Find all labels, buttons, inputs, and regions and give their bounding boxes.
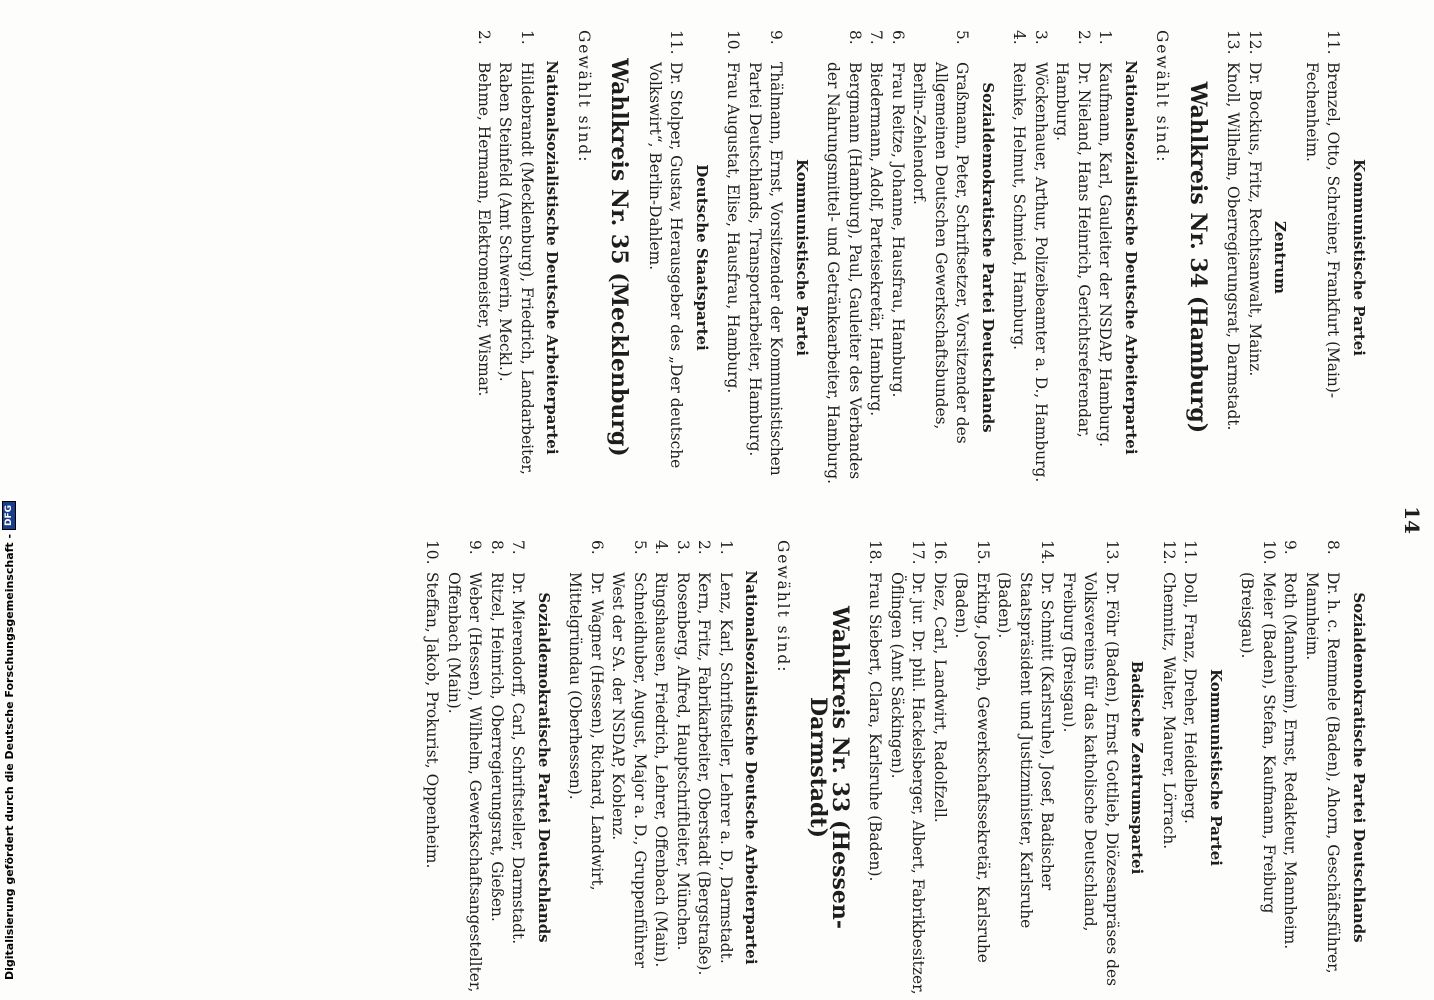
list-item (864, 540, 886, 995)
entry-text: Graßmann, Peter, Schriftsetzer, Vorsitzender des Allgemeinen Deutschen Gewerkschaftsbundes, Berlin-Zehlendorf. (910, 62, 972, 444)
party-heading: Nationalsozialistische Deutsche Arbeiterpartei (742, 570, 761, 965)
entry-number: 11. (667, 30, 686, 55)
list-item (822, 30, 865, 485)
entry-number: 8. (1324, 540, 1343, 555)
list-item (1094, 30, 1116, 485)
entry-number: 18. (866, 540, 885, 565)
list-item (672, 540, 694, 995)
entry-text: Dr. h. c. Remmele (Baden), Ahorn, Geschäftsführer, Mannheim. (1303, 572, 1343, 974)
entry-number: 17. (909, 540, 928, 565)
entry-text: Chemnitz, Walter, Maurer, Lörrach. (1160, 572, 1178, 850)
entry-number: 16. (931, 540, 949, 565)
entry-text: Doll, Franz, Dreher, Heidelberg. (1181, 572, 1200, 824)
entry-text: Frau Siebert, Clara, Karlsruhe (Baden). (866, 572, 885, 882)
list-item (1179, 540, 1201, 995)
entry-number: 4. (652, 540, 671, 555)
entry-number: 2. (695, 540, 714, 555)
entry-text: Reinke, Helmut, Schmied, Hamburg. (1010, 62, 1029, 351)
entry-text: Wöckenhauer, Arthur, Polizeibeamter a. D., Hamburg. (1032, 62, 1050, 483)
entry-text: Frau Reitze, Johanne, Hausfrau, Hamburg. (889, 62, 907, 398)
entry-number: 2. (475, 30, 493, 45)
list-item (443, 540, 486, 995)
party-heading: Deutsche Staatspartei (693, 164, 711, 351)
entry-number: 12. (1246, 30, 1264, 55)
entry-text: Schneidhuber, August, Major a. D., Gruppenführer West der SA. der NSDAP, Koblenz. (609, 572, 649, 969)
entry-text: Dr. Stolper, Gustav, Herausgeber des „Der deutsche Volkswirt“, Berlin-Dahlem. (646, 62, 686, 469)
entry-text: Behme, Hermann, Elektromeister, Wismar. (475, 62, 493, 397)
entry-number: 10. (724, 30, 743, 55)
dfg-logo: DFG (2, 501, 16, 530)
list-item (1030, 30, 1052, 485)
entry-text: Weber (Hessen), Wilhelm, Gewerkschaftsangestellter, Offenbach (Main). (445, 572, 485, 993)
side-strip (0, 0, 20, 1000)
entry-text: Erking, Joseph, Gewerkschaftssekretär, Karlsruhe (Baden). (952, 572, 992, 963)
entry-number: 14. (1038, 540, 1057, 565)
dfg-funding-note (2, 501, 16, 980)
entry-text: Dr. Föhr (Baden), Ernst Gottlieb, Diözesanpräses des Volksvereins für das katholische Deutschland, Freiburg (Breisgau). (1060, 572, 1121, 986)
list-item (1244, 30, 1266, 485)
entry-text: Dr. Wagner (Hessen), Richard, Landwirt, Mittelgründau (Oberhessen). (566, 572, 606, 891)
party-heading: Sozialdemokratische Partei Deutschlands (535, 592, 553, 943)
list-item (494, 30, 537, 485)
party-heading: Sozialdemokratische Partei Deutschlands (1350, 592, 1368, 943)
list-item (1301, 30, 1344, 485)
entry-text: Knoll, Wilhelm, Oberregierungsrat, Darmstadt. (1224, 62, 1243, 431)
entry-number: 4. (1010, 30, 1029, 45)
list-item (1236, 540, 1279, 995)
list-item (1279, 540, 1301, 995)
entry-number: 6. (588, 540, 606, 555)
entry-number: 9. (767, 30, 786, 45)
entry-text: Dr. Bockius, Fritz, Rechtsanwalt, Mainz. (1246, 62, 1264, 377)
district-heading: Wahlkreis Nr. 33 (Hessen-Darmstadt) (805, 606, 853, 929)
district-heading: Wahlkreis Nr. 34 (Hamburg) (1185, 81, 1211, 434)
list-item (908, 30, 973, 485)
entry-text: Ringshausen, Friedrich, Lehrer, Offenbach (Main). (652, 572, 671, 968)
list-item (744, 30, 787, 485)
entry-text: Ritzel, Heinrich, Oberregierungsrat, Gießen. (488, 572, 506, 922)
entry-number: 2. (1075, 30, 1093, 45)
elected-label: Gewählt sind: (575, 30, 593, 164)
entry-number: 10. (1260, 540, 1278, 565)
entry-text: Steffan, Jakob, Prokurist, Oppenheim. (423, 572, 442, 869)
entry-text: Kern, Fritz, Fabrikarbeiter, Oberstadt (Bergstraße). (695, 572, 714, 976)
list-item (650, 540, 672, 995)
entry-number: 9. (1281, 540, 1300, 555)
entry-number: 11. (1324, 30, 1343, 55)
entry-number: 1. (1096, 30, 1115, 45)
list-item (1051, 30, 1094, 485)
entry-text: Roth (Mannheim), Ernst, Redakteur, Mannheim. (1281, 572, 1300, 950)
left-column (421, 540, 1379, 995)
entry-number: 8. (488, 540, 506, 555)
list-item (421, 540, 443, 995)
entry-text: Meier (Baden), Stefan, Kaufmann, Freiburg (Breisgau). (1238, 572, 1278, 914)
footer-note-text: Digitalisierung gefördert durch die Deutsche Forschungsgemeinschaft - (2, 533, 16, 980)
entry-number: 6. (889, 30, 907, 45)
right-column (473, 30, 1380, 485)
entry-number: 13. (1224, 30, 1243, 55)
entry-number: 15. (974, 540, 992, 565)
party-heading: Kommunistische Partei (1350, 159, 1368, 356)
list-item (644, 30, 687, 485)
party-heading: Zentrum (1271, 220, 1290, 294)
list-item (993, 540, 1058, 995)
district-heading: Wahlkreis Nr. 35 (Mecklenburg) (606, 58, 633, 457)
party-heading: Nationalsozialistische Deutsche Arbeiterpartei (1122, 60, 1140, 455)
entry-text: Rosenberg, Alfred, Hauptschriftleiter, München. (674, 572, 692, 951)
list-item (929, 540, 951, 995)
elected-label: Gewählt sind: (1153, 30, 1172, 164)
list-item (607, 540, 650, 995)
list-item (1222, 30, 1244, 485)
entry-text: Kaufmann, Karl, Gauleiter der NSDAP, Hamburg. (1096, 62, 1115, 448)
entry-text: Hildebrandt (Mecklenburg), Friedrich, Landarbeiter, Raben Steinfeld (Amt Schwerin, Meckl.). (496, 62, 536, 475)
entry-text: Brenzel, Otto, Schreiner, Frankfurt (Main)-Fechenheim. (1303, 62, 1343, 399)
list-item (715, 540, 737, 995)
party-heading: Nationalsozialistische Deutsche Arbeiterpartei (543, 60, 562, 455)
entry-text: Dr. Nieland, Hans Heinrich, Gerichtsreferendar, Hamburg. (1053, 62, 1093, 438)
list-item (1008, 30, 1030, 485)
entry-number: 13. (1103, 540, 1121, 565)
elected-label: Gewählt sind: (774, 540, 792, 674)
entry-number: 11. (1181, 540, 1200, 565)
entry-text: Lenz, Karl, Schriftsteller, Lehrer a. D., Darmstadt. (717, 572, 735, 964)
entry-number: 10. (423, 540, 442, 565)
entry-number: 1. (518, 30, 536, 45)
entry-number: 7. (509, 540, 528, 555)
entry-text: Frau Augustat, Elise, Hausfrau, Hamburg. (724, 62, 743, 394)
list-item (564, 540, 607, 995)
entry-text: Dr. Mierendorff, Carl, Schriftsteller, Darmstadt. (509, 572, 528, 945)
list-item (886, 540, 929, 995)
list-item (1058, 540, 1123, 995)
list-item (887, 30, 909, 485)
list-item (722, 30, 744, 485)
page-number: 14 (1400, 506, 1424, 534)
entry-text: Diez, Carl, Landwirt, Radolfzell. (931, 572, 949, 823)
party-heading: Badische Zentrumspartei (1128, 660, 1147, 875)
list-item (865, 30, 887, 485)
entry-number: 1. (717, 540, 735, 555)
entry-number: 9. (466, 540, 485, 555)
entry-number: 5. (631, 540, 649, 555)
entry-number: 12. (1160, 540, 1178, 565)
list-item (507, 540, 529, 995)
list-item (693, 540, 715, 995)
entry-number: 8. (846, 30, 864, 45)
entry-text: Bergmann (Hamburg), Paul, Gauleiter des Verbandes der Nahrungsmittel- und Getränkearbeiter, Hamburg. (824, 62, 864, 484)
entry-text: Dr. Schmitt (Karlsruhe), Josef, Badischer Staatspräsident und Justizminister, Karlsruhe (Baden). (995, 572, 1057, 929)
entry-text: Biedermann, Adolf, Parteisekretär, Hamburg. (867, 62, 886, 417)
party-heading: Kommunistische Partei (1207, 669, 1225, 866)
entry-number: 7. (867, 30, 886, 45)
party-heading: Sozialdemokratische Partei Deutschlands (979, 82, 997, 433)
party-heading: Kommunistische Partei (793, 159, 811, 356)
entry-text: Thälmann, Ernst, Vorsitzender der Kommunistischen Partei Deutschlands, Transportarbeiter, Hamburg. (746, 62, 786, 476)
list-item (950, 540, 993, 995)
entry-text: Dr. jur. Dr. phil. Hackelsberger, Albert, Fabrikbesitzer, Öflingen (Amt Säckingen). (888, 572, 928, 995)
list-item (1301, 540, 1344, 995)
entry-number: 3. (674, 540, 692, 555)
list-item (473, 30, 495, 485)
list-item (486, 540, 508, 995)
entry-number: 3. (1032, 30, 1050, 45)
entry-number: 5. (953, 30, 972, 45)
list-item (1158, 540, 1180, 995)
